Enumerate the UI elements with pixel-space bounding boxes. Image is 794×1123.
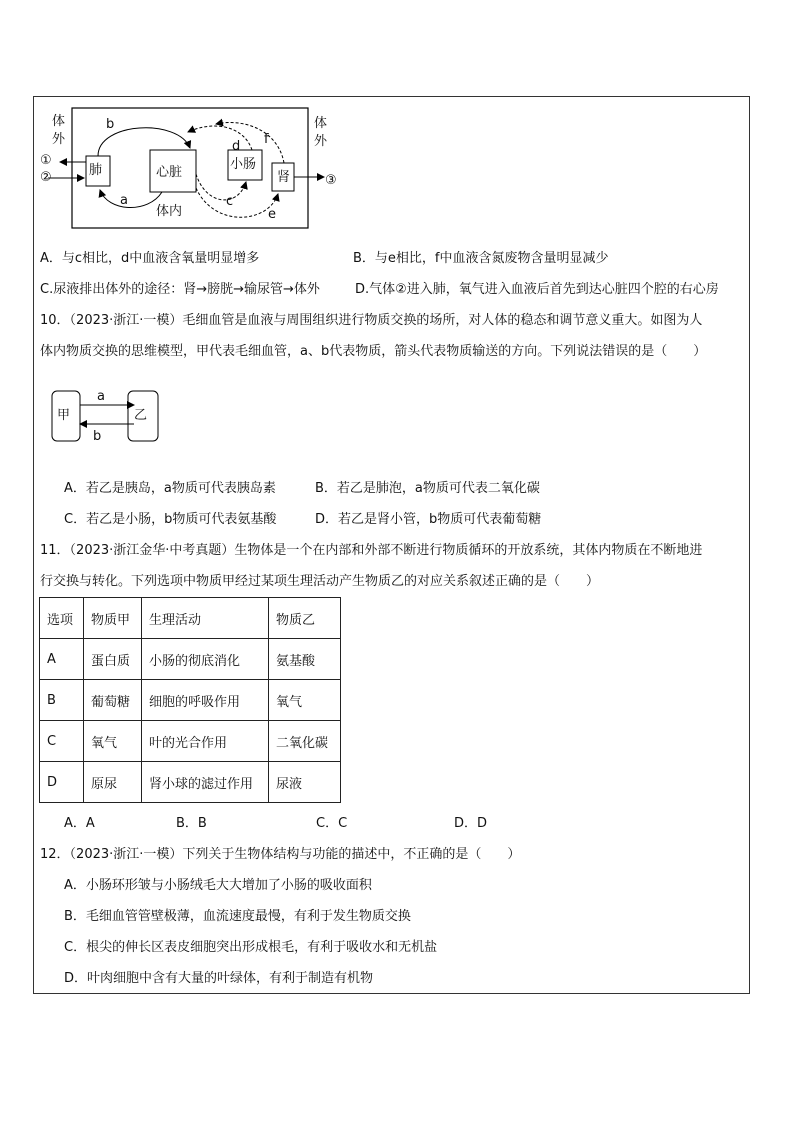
q10-stem-line2: 体内物质交换的思维模型，甲代表毛细血管，a、b代表物质，箭头代表物质输送的方向。下列说法错误的是（ ）: [40, 344, 707, 359]
vessel-e: [196, 188, 278, 217]
table-cell: 氧气: [84, 721, 142, 762]
label-b: b: [106, 117, 115, 132]
table-header-cell: 物质甲: [84, 598, 142, 639]
table-header-cell: 物质乙: [269, 598, 341, 639]
q11-option-a: A．A: [64, 816, 95, 831]
q11-option-d: D．D: [454, 816, 488, 831]
q9-option-a: A．与c相比，d中血液含氧量明显增多: [40, 251, 260, 266]
table-cell: 氧气: [269, 680, 341, 721]
table-cell: 葡萄糖: [84, 680, 142, 721]
vessel-d: [188, 126, 252, 150]
q10-option-b: B．若乙是肺泡，a物质可代表二氧化碳: [315, 481, 540, 496]
table-cell: D: [40, 762, 84, 803]
heart-label: 心脏: [156, 165, 183, 180]
q10-option-d: D．若乙是肾小管，b物质可代表葡萄糖: [315, 512, 542, 527]
arrow-a-label: a: [97, 389, 105, 404]
label-a: a: [120, 193, 128, 208]
kidney-label: 肾: [277, 170, 291, 185]
q9-option-d: D.气体②进入肺，氧气进入血液后首先到达心脏四个腔的右心房: [355, 282, 719, 297]
table-cell: 原尿: [84, 762, 142, 803]
circle-1-label: ①: [40, 153, 52, 168]
table-cell: B: [40, 680, 84, 721]
lung-label: 肺: [89, 163, 103, 178]
q9-option-b: B．与e相比，f中血液含氮废物含量明显减少: [353, 251, 609, 266]
q12-option-b: B．毛细血管管壁极薄，血流速度最慢，有利于发生物质交换: [64, 909, 411, 924]
arrow-b-label: b: [93, 429, 102, 444]
label-e: e: [268, 207, 276, 222]
vessel-a: [100, 190, 162, 208]
outside-left-label: 体外: [52, 114, 66, 147]
box-yi-label: 乙: [134, 408, 148, 423]
q10-stem-line1: 10．（2023·浙江·一模）毛细血管是血液与周围组织进行物质交换的场所，对人体的稳态和调节意义重大。如图为人: [40, 313, 703, 328]
table-cell: 小肠的彻底消化: [142, 639, 269, 680]
table-cell: 二氧化碳: [269, 721, 341, 762]
q11-option-b: B．B: [176, 816, 207, 831]
table-cell: 蛋白质: [84, 639, 142, 680]
table-row: [40, 639, 341, 680]
table-cell: C: [40, 721, 84, 762]
table-cell: 肾小球的滤过作用: [142, 762, 269, 803]
circle-2-label: ②: [40, 170, 52, 185]
q12-option-a: A．小肠环形皱与小肠绒毛大大增加了小肠的吸收面积: [64, 878, 372, 893]
q10-option-c: C．若乙是小肠，b物质可代表氨基酸: [64, 512, 277, 527]
table-header-cell: 生理活动: [142, 598, 269, 639]
intestine-label: 小肠: [230, 157, 257, 172]
q12-option-c: C．根尖的伸长区表皮细胞突出形成根毛，有利于吸收水和无机盐: [64, 940, 438, 955]
q11-stem-line2: 行交换与转化。下列选项中物质甲经过某项生理活动产生物质乙的对应关系叙述正确的是（ ）: [40, 574, 600, 589]
q11-option-c: C．C: [316, 816, 348, 831]
q12-option-d: D．叶肉细胞中含有大量的叶绿体，有利于制造有机物: [64, 971, 374, 986]
table-cell: 细胞的呼吸作用: [142, 680, 269, 721]
table-header-cell: 选项: [40, 598, 84, 639]
label-d: d: [232, 139, 241, 154]
outside-right-label: 体外: [314, 116, 328, 149]
table-cell: A: [40, 639, 84, 680]
box-jia-label: 甲: [57, 408, 71, 423]
table-cell: 氨基酸: [269, 639, 341, 680]
table-row: [40, 762, 341, 803]
label-c: c: [226, 194, 234, 209]
q11-table: [39, 597, 341, 803]
inside-label: 体内: [156, 204, 183, 219]
table-header-row: [40, 598, 341, 639]
q10-option-a: A．若乙是胰岛，a物质可代表胰岛素: [64, 481, 276, 496]
table-cell: 叶的光合作用: [142, 721, 269, 762]
q12-stem: 12．（2023·浙江·一模）下列关于生物体结构与功能的描述中，不正确的是（ ）: [40, 847, 521, 862]
q9-option-c: C.尿液排出体外的途径：肾→膀胱→输尿管→体外: [40, 282, 320, 297]
q11-stem-line1: 11．（2023·浙江金华·中考真题）生物体是一个在内部和外部不断进行物质循环的开放系统，其体内物质在不断地进: [40, 543, 703, 558]
table-cell: 尿液: [269, 762, 341, 803]
circulation-diagram: [38, 104, 348, 230]
table-row: [40, 721, 341, 762]
table-row: [40, 680, 341, 721]
label-f: f: [264, 132, 269, 147]
circle-3-label: ③: [325, 173, 337, 188]
